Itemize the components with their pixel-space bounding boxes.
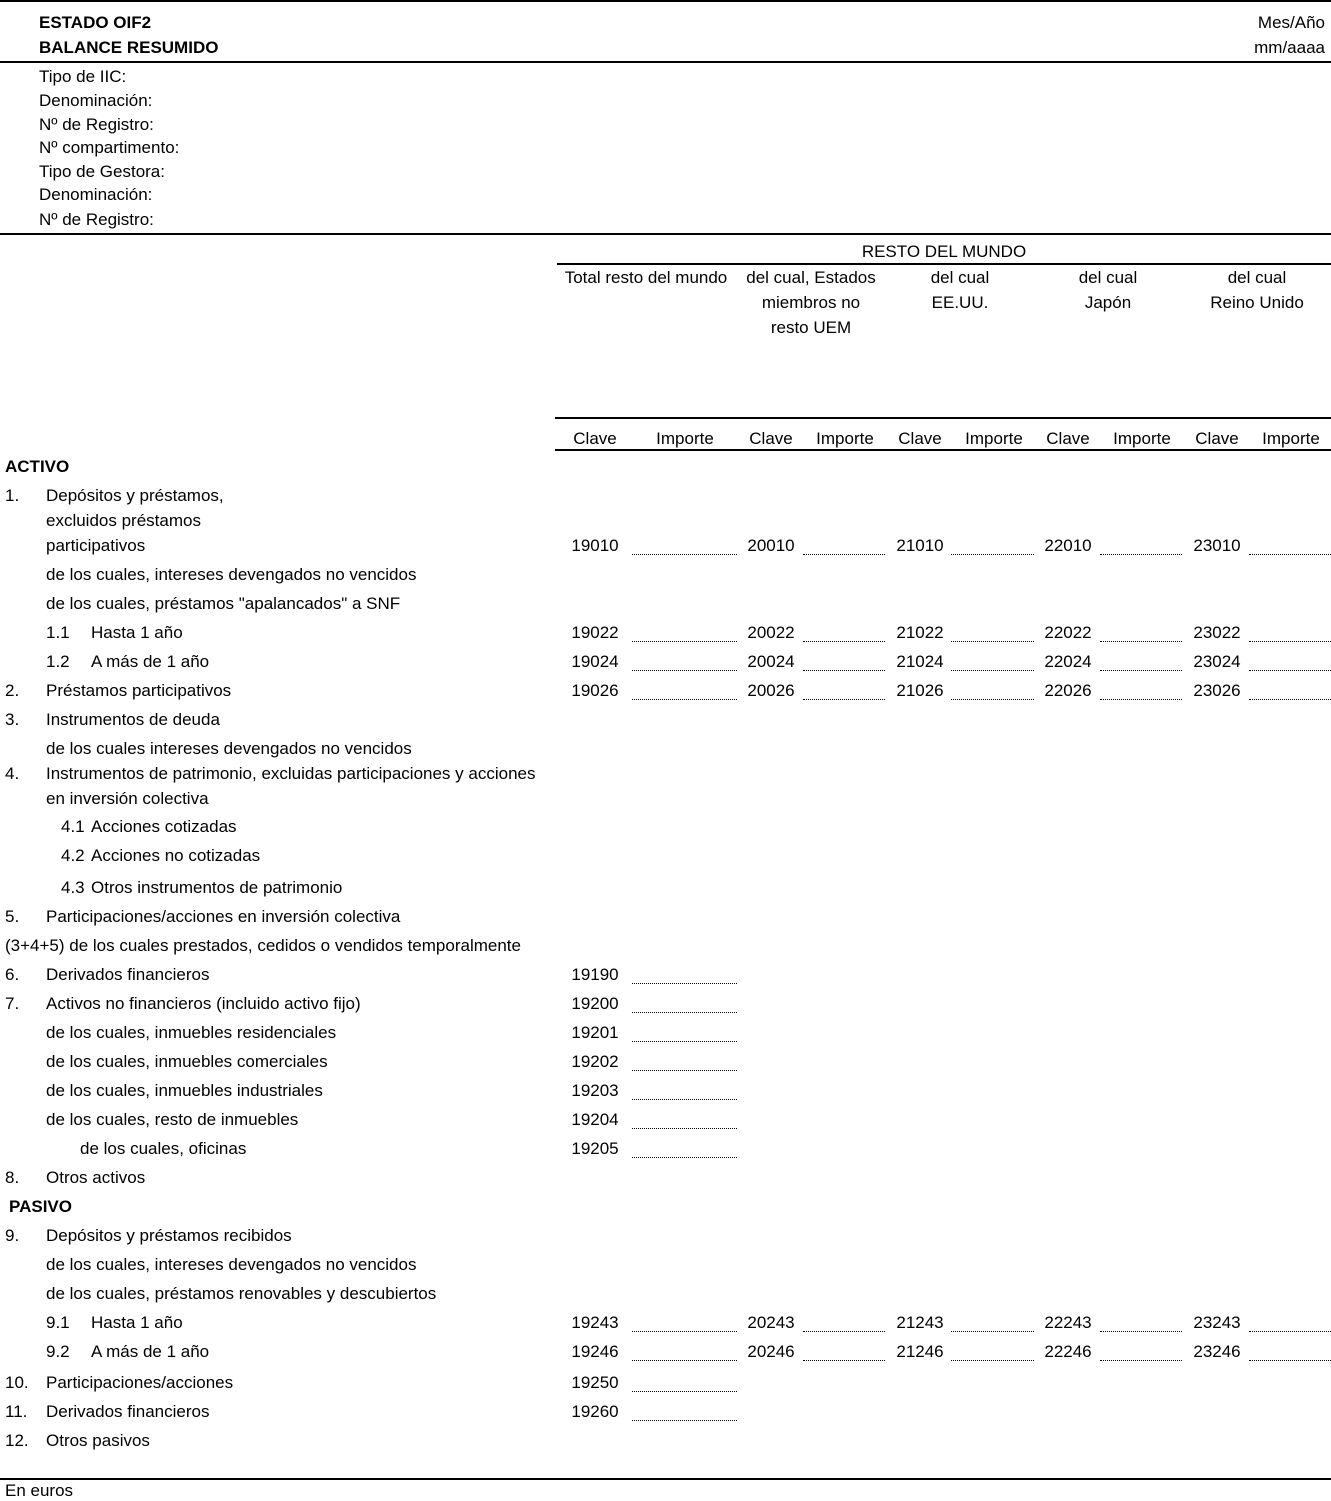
column-header-line: del cual — [1227, 268, 1287, 287]
importe-field[interactable] — [1100, 1331, 1182, 1332]
row-label: A más de 1 año — [91, 652, 210, 671]
clave-code: 19243 — [571, 1313, 619, 1332]
clave-code: 19024 — [571, 652, 619, 671]
clave-code: 23010 — [1193, 536, 1241, 555]
subheader-bottom-rule — [555, 449, 1331, 451]
importe-field[interactable] — [803, 641, 885, 642]
row-label: Otros activos — [46, 1168, 146, 1187]
row-label: de los cuales, inmuebles residenciales — [46, 1023, 337, 1042]
column-header-line: Japón — [1084, 293, 1132, 312]
importe-field[interactable] — [803, 1360, 885, 1361]
row-number: 9.1 — [46, 1313, 70, 1332]
clave-code: 22026 — [1044, 681, 1092, 700]
clave-header: Clave — [898, 429, 942, 448]
row-label: Derivados financieros — [46, 1402, 210, 1421]
row-number: 10. — [5, 1373, 29, 1392]
importe-field[interactable] — [803, 670, 885, 671]
clave-code: 19250 — [571, 1373, 619, 1392]
clave-code: 19260 — [571, 1402, 619, 1421]
row-label: Hasta 1 año — [91, 1313, 183, 1332]
id-field-label: Nº compartimento: — [39, 138, 180, 157]
period-label: Mes/Año — [1257, 13, 1325, 32]
clave-code: 22246 — [1044, 1342, 1092, 1361]
clave-code: 21024 — [896, 652, 944, 671]
importe-field[interactable] — [951, 554, 1034, 555]
row-label: de los cuales, inmuebles comerciales — [46, 1052, 328, 1071]
importe-field[interactable] — [951, 641, 1034, 642]
importe-field[interactable] — [1249, 699, 1331, 700]
clave-code: 20024 — [747, 652, 795, 671]
importe-field[interactable] — [803, 699, 885, 700]
column-header-line: del cual, Estados — [746, 268, 876, 287]
row-number: 6. — [5, 965, 20, 984]
row-label: Otros instrumentos de patrimonio — [91, 878, 343, 897]
importe-field[interactable] — [632, 1360, 737, 1361]
row-label: Depósitos y préstamos recibidos — [46, 1226, 292, 1245]
clave-code: 19204 — [571, 1110, 619, 1129]
clave-code: 21246 — [896, 1342, 944, 1361]
clave-header: Clave — [749, 429, 793, 448]
row-number: 1.2 — [46, 652, 70, 671]
importe-field[interactable] — [803, 554, 885, 555]
importe-field[interactable] — [1249, 1331, 1331, 1332]
row-label: de los cuales, intereses devengados no vencidos — [46, 565, 417, 584]
importe-header: Importe — [1113, 429, 1171, 448]
activo-label: ACTIVO — [5, 457, 70, 476]
row-label: de los cuales, préstamos renovables y descubiertos — [46, 1284, 437, 1303]
row-number: 8. — [5, 1168, 20, 1187]
row-number: 12. — [5, 1431, 29, 1450]
clave-code: 19026 — [571, 681, 619, 700]
clave-code: 19010 — [571, 536, 619, 555]
importe-field[interactable] — [632, 1012, 737, 1013]
row-label: Depósitos y préstamos, — [46, 486, 224, 505]
column-header-line: del cual — [930, 268, 990, 287]
id-field-label: Denominación: — [39, 185, 153, 204]
importe-field[interactable] — [951, 1331, 1034, 1332]
importe-field[interactable] — [951, 1360, 1034, 1361]
id-field-label: Tipo de Gestora: — [39, 162, 165, 181]
row-number: 3. — [5, 710, 20, 729]
clave-code: 20243 — [747, 1313, 795, 1332]
row-number: 4.3 — [61, 878, 85, 897]
row-number: 11. — [5, 1402, 28, 1421]
importe-field[interactable] — [632, 1420, 737, 1421]
row-label: Hasta 1 año — [91, 623, 183, 642]
period-value: mm/aaaa — [1254, 38, 1325, 57]
column-header-line: del cual — [1078, 268, 1138, 287]
clave-code: 23022 — [1193, 623, 1241, 642]
column-header-line: Reino Unido — [1210, 293, 1304, 312]
id-field-label: Denominación: — [39, 91, 153, 110]
row-label: de los cuales, préstamos "apalancados" a SNF — [46, 594, 401, 613]
importe-field[interactable] — [1249, 670, 1331, 671]
id-field-label: Nº de Registro: — [39, 210, 154, 229]
importe-field[interactable] — [632, 641, 737, 642]
row-number: 9. — [5, 1226, 20, 1245]
row-label: Acciones cotizadas — [91, 817, 237, 836]
top-rule — [0, 0, 1331, 2]
importe-field[interactable] — [632, 670, 737, 671]
importe-field[interactable] — [1100, 670, 1182, 671]
clave-code: 19202 — [571, 1052, 619, 1071]
importe-field[interactable] — [951, 670, 1034, 671]
footer-note: En euros — [5, 1481, 74, 1500]
clave-header: Clave — [1046, 429, 1090, 448]
id-field-label: Tipo de IIC: — [39, 67, 127, 86]
importe-field[interactable] — [1100, 1360, 1182, 1361]
importe-field[interactable] — [632, 1157, 737, 1158]
row-number: 1. — [5, 486, 20, 505]
clave-code: 22243 — [1044, 1313, 1092, 1332]
importe-field[interactable] — [632, 1391, 737, 1392]
row-number: 7. — [5, 994, 20, 1013]
row-number: 4.2 — [61, 846, 85, 865]
column-header-line: EE.UU. — [931, 293, 989, 312]
row-label: participativos — [46, 536, 146, 555]
row-label: Otros pasivos — [46, 1431, 150, 1450]
importe-field[interactable] — [632, 1099, 737, 1100]
clave-header: Clave — [1195, 429, 1239, 448]
clave-code: 22022 — [1044, 623, 1092, 642]
row-label: de los cuales, inmuebles industriales — [46, 1081, 323, 1100]
row-label: de los cuales, oficinas — [80, 1139, 247, 1158]
row-label: A más de 1 año — [91, 1342, 210, 1361]
row-label: Activos no financieros (incluido activo fijo) — [46, 994, 361, 1013]
pasivo-label: PASIVO — [9, 1197, 72, 1216]
importe-field[interactable] — [632, 1070, 737, 1071]
row-label: en inversión colectiva — [46, 789, 209, 808]
row-number: 2. — [5, 681, 20, 700]
importe-field[interactable] — [803, 1331, 885, 1332]
clave-code: 20010 — [747, 536, 795, 555]
clave-code: 20026 — [747, 681, 795, 700]
importe-field[interactable] — [1249, 554, 1331, 555]
importe-field[interactable] — [1100, 641, 1182, 642]
row-label: Participaciones/acciones en inversión colectiva — [46, 907, 401, 926]
form-title: ESTADO OIF2 — [39, 13, 152, 32]
clave-code: 23243 — [1193, 1313, 1241, 1332]
clave-code: 19205 — [571, 1139, 619, 1158]
clave-code: 19200 — [571, 994, 619, 1013]
clave-code: 23024 — [1193, 652, 1241, 671]
row-label: excluidos préstamos — [46, 511, 201, 530]
row-label: Derivados financieros — [46, 965, 210, 984]
clave-code: 19190 — [571, 965, 619, 984]
column-header-line: miembros no — [761, 293, 861, 312]
importe-field[interactable] — [1100, 554, 1182, 555]
row-label: de los cuales, resto de inmuebles — [46, 1110, 299, 1129]
clave-code: 22024 — [1044, 652, 1092, 671]
identification-rule — [0, 233, 1331, 235]
importe-field[interactable] — [1249, 1360, 1331, 1361]
clave-code: 23246 — [1193, 1342, 1241, 1361]
importe-field[interactable] — [632, 1041, 737, 1042]
importe-field[interactable] — [1249, 641, 1331, 642]
row-number: 5. — [5, 907, 20, 926]
importe-field[interactable] — [632, 554, 737, 555]
clave-header: Clave — [573, 429, 617, 448]
row-number: 4.1 — [61, 817, 85, 836]
importe-header: Importe — [816, 429, 874, 448]
importe-field[interactable] — [632, 983, 737, 984]
id-field-label: Nº de Registro: — [39, 115, 154, 134]
row-label: Participaciones/acciones — [46, 1373, 234, 1392]
importe-header: Importe — [965, 429, 1023, 448]
importe-header: Importe — [1262, 429, 1320, 448]
clave-code: 21026 — [896, 681, 944, 700]
row-label: de los cuales intereses devengados no vencidos — [46, 739, 412, 758]
clave-code: 19201 — [571, 1023, 619, 1042]
clave-code: 19203 — [571, 1081, 619, 1100]
clave-code: 20022 — [747, 623, 795, 642]
column-header-line: resto UEM — [770, 318, 852, 337]
importe-field[interactable] — [951, 699, 1034, 700]
clave-code: 23026 — [1193, 681, 1241, 700]
row-number: 1.1 — [46, 623, 70, 642]
clave-code: 21022 — [896, 623, 944, 642]
clave-code: 20246 — [747, 1342, 795, 1361]
subheader-rule — [555, 417, 1331, 419]
row-label: (3+4+5) de los cuales prestados, cedidos o vendidos temporalmente — [5, 936, 521, 955]
footer-rule — [0, 1478, 1331, 1480]
column-header-line: Total resto del mundo — [564, 268, 728, 287]
row-label: Instrumentos de patrimonio, excluidas participaciones y acciones — [46, 764, 536, 783]
importe-field[interactable] — [632, 1331, 737, 1332]
row-number: 4. — [5, 764, 20, 783]
importe-field[interactable] — [632, 699, 737, 700]
row-label: Acciones no cotizadas — [91, 846, 261, 865]
clave-code: 21010 — [896, 536, 944, 555]
row-number: 9.2 — [46, 1342, 70, 1361]
clave-code: 22010 — [1044, 536, 1092, 555]
clave-code: 21243 — [896, 1313, 944, 1332]
form-subtitle: BALANCE RESUMIDO — [39, 38, 219, 57]
row-label: Préstamos participativos — [46, 681, 232, 700]
group-header: RESTO DEL MUNDO — [861, 242, 1027, 261]
row-label: Instrumentos de deuda — [46, 710, 220, 729]
clave-code: 19246 — [571, 1342, 619, 1361]
clave-code: 19022 — [571, 623, 619, 642]
importe-header: Importe — [656, 429, 714, 448]
importe-field[interactable] — [1100, 699, 1182, 700]
importe-field[interactable] — [632, 1128, 737, 1129]
row-label: de los cuales, intereses devengados no vencidos — [46, 1255, 417, 1274]
header-rule — [0, 61, 1331, 63]
